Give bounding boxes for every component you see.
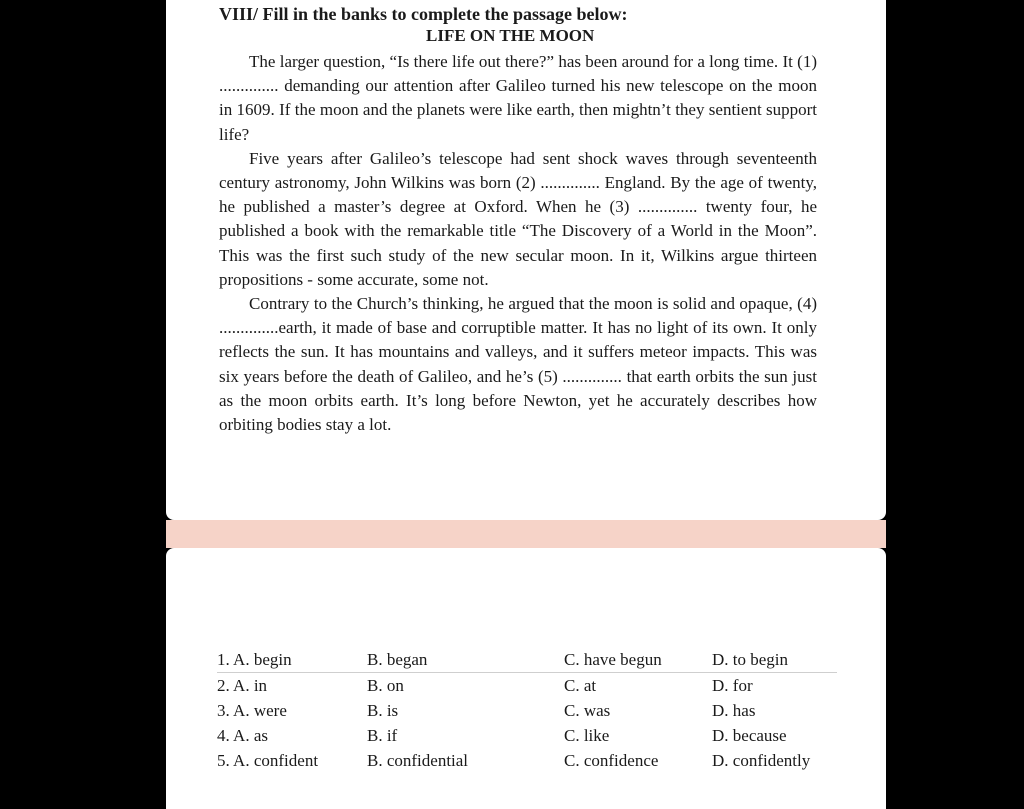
option-c: C. confidence <box>564 750 659 770</box>
question-row-5 <box>217 748 837 773</box>
option-c: C. have begun <box>564 647 712 673</box>
question-row-1 <box>217 647 837 673</box>
option-c: C. like <box>564 725 610 745</box>
paragraph-1: The larger question, “Is there life out there?” has been around for a long time. It (1) .............. demanding our attention after Galileo turned his new telescope on the moon in 1609. If the moon and the planets were like earth, then mightn’t they sentient support life? <box>219 52 817 144</box>
option-c: C. at <box>564 675 597 695</box>
paragraph-3: Contrary to the Church’s thinking, he argued that the moon is solid and opaque, (4) ..............earth, it made of base and corruptible matter. It has no light of its own. It only reflects the sun. It has mountains and valleys, and it suffers meteor impacts. This was six years before the death of Galileo, and he’s (5) .............. that earth orbits the sun just as the moon orbits earth. It’s long before Newton, yet he accurately describes how orbiting bodies stay a lot. <box>219 294 817 435</box>
option-b: B. on <box>367 675 404 695</box>
option-b: B. if <box>367 725 398 745</box>
question-row-2 <box>217 673 837 699</box>
option-d: D. has <box>712 700 756 720</box>
option-a: 2. A. in <box>217 675 268 695</box>
passage <box>219 50 817 437</box>
option-d: D. for <box>712 675 753 695</box>
question-row-3 <box>217 698 837 723</box>
option-a: 3. A. were <box>217 700 287 720</box>
option-c: C. was <box>564 700 611 720</box>
option-a: 4. A. as <box>217 725 268 745</box>
option-b: B. confidential <box>367 750 469 770</box>
question-row-4 <box>217 723 837 748</box>
option-d: D. confidently <box>712 750 811 770</box>
option-d: D. to begin <box>712 647 837 673</box>
option-d: D. because <box>712 725 787 745</box>
option-a: 5. A. confident <box>217 750 319 770</box>
paragraph-2: Five years after Galileo’s telescope had sent shock waves through seventeenth century astronomy, John Wilkins was born (2) .............. England. By the age of twenty, he published a master’s degree at Oxford. When he (3) .............. twenty four, he published a book with the remarkable title “The Discovery of a World in the Moon”. This was the first such study of the new secular moon. In it, Wilkins argue thirteen propositions - some accurate, some not. <box>219 148 817 289</box>
page-gap <box>166 520 886 548</box>
option-b: B. began <box>367 647 564 673</box>
passage-title: LIFE ON THE MOON <box>426 26 595 45</box>
option-b: B. is <box>367 700 399 720</box>
exercise-heading: VIII/ Fill in the banks to complete the passage below: <box>219 4 628 24</box>
option-a: 1. A. begin <box>217 647 367 673</box>
options-table <box>217 647 837 773</box>
